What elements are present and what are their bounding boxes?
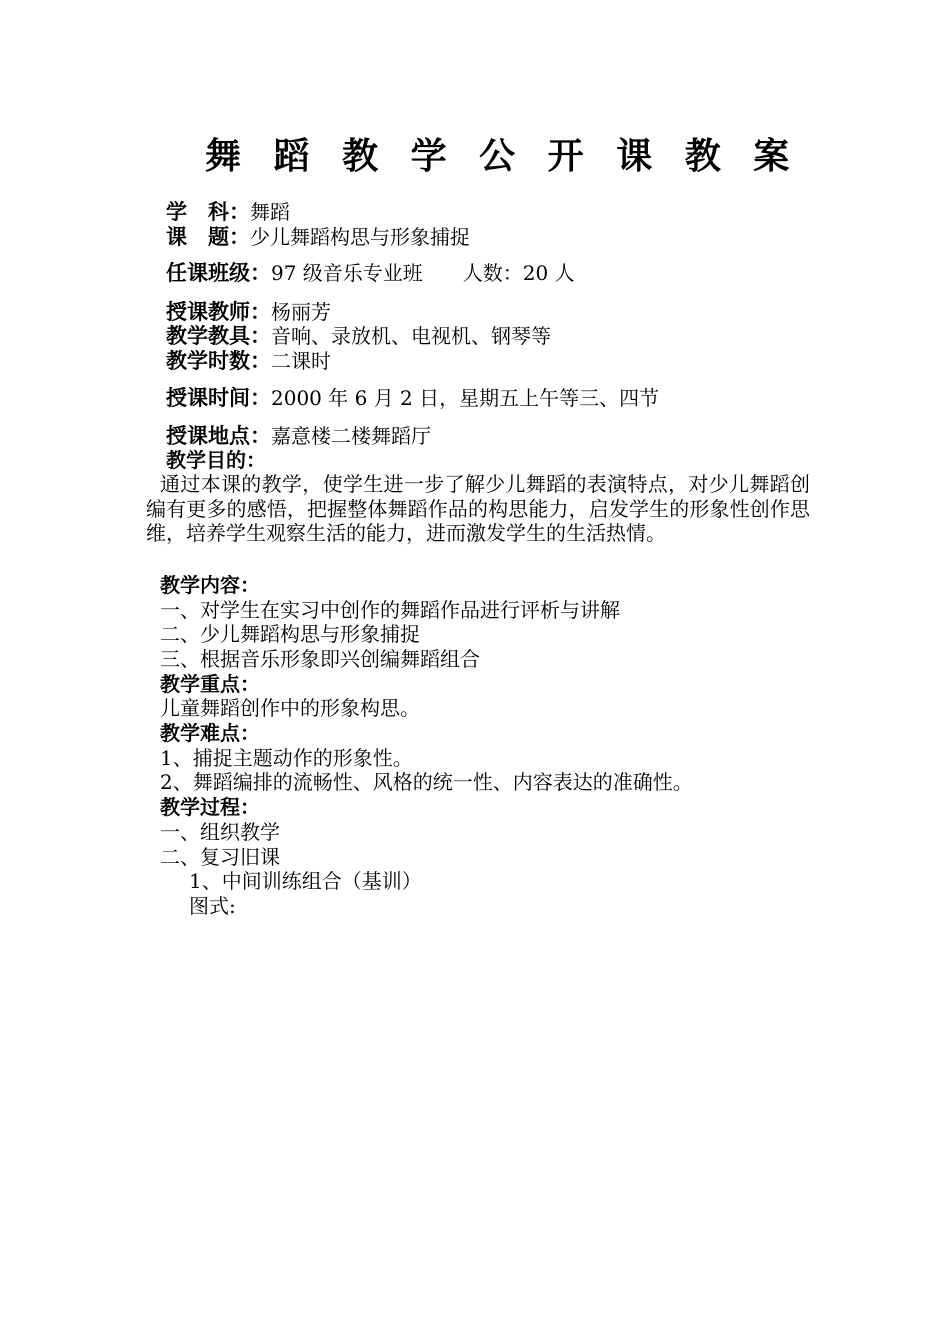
process-item: 二、复习旧课 [160, 845, 280, 869]
teacher-value: 杨丽芳 [271, 300, 331, 324]
time-value: 2000 年 6 月 2 日，星期五上午等三、四节 [271, 386, 660, 410]
content-item: 三、根据音乐形象即兴创编舞蹈组合 [160, 647, 480, 671]
process-sub-item: 1、中间训练组合（基训） [189, 869, 422, 893]
tools-row [166, 324, 551, 348]
hours-value: 二课时 [271, 349, 331, 373]
content-heading: 教学内容： [160, 573, 260, 597]
process-item: 一、组织教学 [160, 820, 280, 844]
subject-row [166, 200, 290, 224]
place-row [166, 424, 431, 448]
process-sub-item: 图式: [189, 894, 236, 918]
hours-label: 教学时数： [166, 349, 271, 373]
difficulty-item: 2、舞蹈编排的流畅性、风格的统一性、内容表达的准确性。 [160, 770, 693, 794]
class-row [166, 261, 575, 285]
document-title: 舞 蹈 教 学 公 开 课 教 案 [205, 136, 800, 177]
tools-value: 音响、录放机、电视机、钢琴等 [271, 324, 551, 348]
content-item: 一、对学生在实习中创作的舞蹈作品进行评析与讲解 [160, 598, 620, 622]
tools-label: 教学教具： [166, 324, 271, 348]
objectives-heading: 教学目的： [166, 448, 266, 472]
class-value: 97 级音乐专业班 人数：20 人 [271, 261, 575, 285]
subject-label: 学 科： [166, 200, 250, 224]
class-label: 任课班级： [166, 261, 271, 285]
place-label: 授课地点： [166, 424, 271, 448]
teacher-row [166, 300, 331, 324]
topic-label: 课 题： [166, 225, 250, 249]
subject-value: 舞蹈 [250, 200, 290, 224]
difficulty-item: 1、捕捉主题动作的形象性。 [160, 746, 413, 770]
topic-value: 少儿舞蹈构思与形象捕捉 [250, 225, 470, 249]
key-points-text: 儿童舞蹈创作中的形象构思。 [160, 696, 420, 720]
place-value: 嘉意楼二楼舞蹈厅 [271, 424, 431, 448]
time-row [166, 386, 659, 410]
time-label: 授课时间： [166, 386, 271, 410]
hours-row [166, 349, 331, 373]
difficulties-heading: 教学难点： [160, 721, 260, 745]
teacher-label: 授课教师： [166, 300, 271, 324]
topic-row [166, 225, 470, 249]
content-item: 二、少儿舞蹈构思与形象捕捉 [160, 622, 420, 646]
process-heading: 教学过程： [160, 795, 260, 819]
key-points-heading: 教学重点： [160, 672, 260, 696]
objectives-text: 通过本课的教学，使学生进一步了解少儿舞蹈的表演特点，对少儿舞蹈创编有更多的感悟，把握整体舞蹈作品的构思能力，启发学生的形象性创作思维，培养学生观察生活的能力，进而激发学生的生活热情。 [146, 472, 810, 546]
